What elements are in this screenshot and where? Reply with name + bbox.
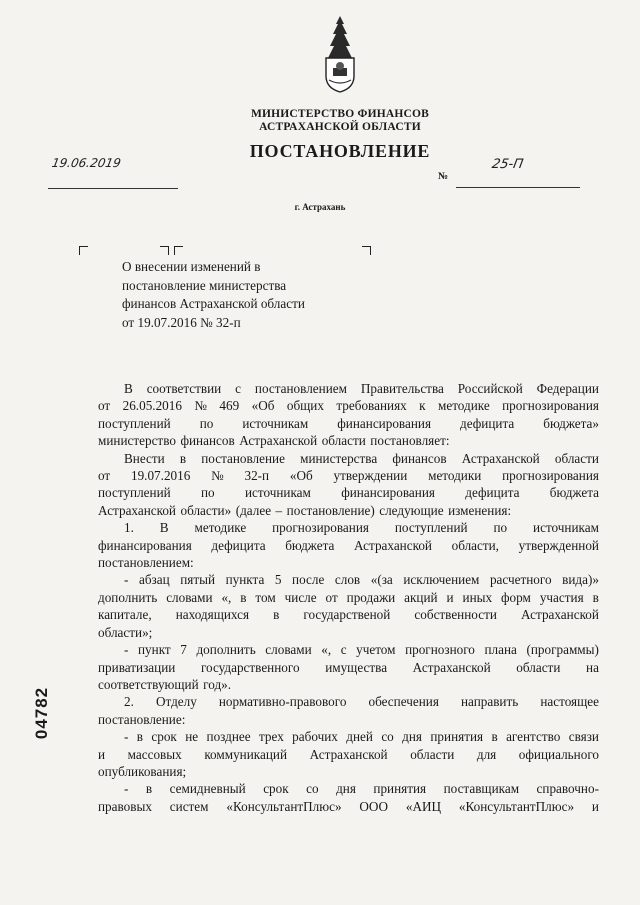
body-word: области <box>410 746 455 762</box>
body-word: В <box>124 381 133 396</box>
body-word: области, <box>451 537 499 553</box>
body-word: собственности <box>414 607 497 623</box>
body-word: соответствующий <box>98 676 199 692</box>
body-word: семидневный <box>169 781 246 797</box>
body-word: дефицита <box>465 485 520 501</box>
body-word: 2. <box>124 694 134 710</box>
body-word: Внести <box>124 450 165 466</box>
body-word: Астраханской <box>239 433 318 449</box>
body-word: находящихся <box>175 607 250 623</box>
corner-mark <box>362 246 371 255</box>
body-line <box>98 711 599 728</box>
body-word: В <box>159 520 169 536</box>
body-word: срок <box>263 781 289 797</box>
body-word: со <box>306 781 319 797</box>
body-word: «, <box>221 589 232 605</box>
body-word: финансов <box>180 433 235 449</box>
body-line <box>98 484 599 501</box>
body-word: министерство <box>98 433 176 449</box>
body-line <box>98 380 599 397</box>
body-word: постановляет: <box>370 433 450 449</box>
body-line <box>98 641 599 658</box>
body-word: учетом <box>356 642 396 658</box>
subject-block <box>122 258 305 332</box>
body-word: министерства <box>300 450 378 466</box>
body-word: общих <box>286 398 324 414</box>
number-underline <box>456 173 580 188</box>
city-name: г. Астрахань <box>294 202 346 212</box>
body-word: от <box>98 398 111 414</box>
body-word: методики <box>428 468 482 484</box>
body-word: слов <box>334 572 361 588</box>
body-word: агентство <box>506 729 561 745</box>
body-word: в <box>240 589 247 605</box>
body-word: финансирования <box>337 415 432 431</box>
body-word: не <box>185 729 199 745</box>
body-word: методике <box>194 520 247 536</box>
body-word: справочно- <box>536 781 599 797</box>
body-line <box>98 624 599 641</box>
body-word: дефицита <box>460 415 515 431</box>
body-word: утверждении <box>333 468 408 484</box>
body-word: для <box>476 746 497 762</box>
body-word: прогнозирования <box>502 468 599 484</box>
body-word: 5 <box>274 572 282 588</box>
handwritten-date: 19.06.2019 <box>50 156 122 170</box>
body-word: словами <box>265 642 312 658</box>
body-word: поступлений <box>394 520 468 536</box>
body-word: направить <box>460 694 519 710</box>
body-word: правовых <box>98 798 152 814</box>
body-word: бюджета <box>285 537 335 553</box>
body-word: после <box>292 572 325 588</box>
body-word: связи <box>568 729 599 745</box>
body-line <box>98 589 599 606</box>
body-word: государственного <box>200 659 300 675</box>
body-line <box>98 537 599 554</box>
body-word: трех <box>259 729 284 745</box>
body-word: и <box>591 798 599 814</box>
document-body <box>98 380 599 815</box>
body-word: в <box>145 781 153 797</box>
body-word: приватизации <box>98 659 176 675</box>
body-word: нормативно-правового <box>218 694 347 710</box>
body-word: источникам <box>533 520 599 536</box>
body-word: по <box>201 485 215 501</box>
body-word: «, <box>321 642 332 658</box>
body-word: Астраханской <box>309 746 388 762</box>
body-line <box>98 798 599 815</box>
body-word: том <box>255 589 276 605</box>
body-word: поступлений <box>98 415 171 431</box>
body-word: № <box>194 398 207 414</box>
body-word: 7 <box>180 642 187 658</box>
body-word: требованиях <box>336 398 407 414</box>
body-word: форм <box>501 589 531 605</box>
body-word: 19.07.2016 <box>130 468 191 484</box>
body-word: дня <box>402 729 422 745</box>
body-word: Отделу <box>155 694 197 710</box>
body-word: дефицита <box>211 537 266 553</box>
body-line <box>98 397 599 414</box>
body-word: источникам <box>242 415 309 431</box>
body-word: дня <box>336 781 356 797</box>
body-word: принятия <box>430 729 484 745</box>
body-word: иных <box>462 589 493 605</box>
body-word: дней <box>346 729 373 745</box>
body-word: (программы) <box>526 642 599 658</box>
body-word: финансов <box>392 450 447 466</box>
body-word: к <box>419 398 426 414</box>
body-word: прогнозного <box>405 642 475 658</box>
body-word: от <box>98 468 111 484</box>
subject-line: от 19.07.2016 № 32-п <box>122 314 241 330</box>
body-word: бюджета <box>549 485 599 501</box>
body-word: рабочих <box>292 729 338 745</box>
body-word: со <box>381 729 394 745</box>
body-word: обеспечения <box>368 694 439 710</box>
body-word: прогнозирования <box>272 520 369 536</box>
body-line <box>98 432 599 449</box>
body-word: (далее <box>235 502 272 518</box>
body-word: источникам <box>244 485 311 501</box>
body-word: имущества <box>325 659 388 675</box>
body-word: постановлением: <box>98 555 194 571</box>
body-word: плана <box>484 642 517 658</box>
body-word: по <box>199 415 214 431</box>
body-word: методике <box>438 398 490 414</box>
body-word: области» <box>180 502 232 518</box>
body-word: финансирования <box>341 485 435 501</box>
subject-line: О внесении изменений в <box>122 259 261 274</box>
body-word: области <box>321 433 366 449</box>
body-line <box>98 571 599 588</box>
body-word: с <box>235 381 241 396</box>
ministry-line-2: АСТРАХАНСКОЙ ОБЛАСТИ <box>259 121 421 133</box>
corner-mark <box>79 246 88 255</box>
body-line <box>98 780 599 797</box>
body-word: Российской <box>457 381 523 396</box>
body-word: официального <box>518 746 599 762</box>
body-line <box>98 676 599 693</box>
body-word: - <box>124 729 129 745</box>
corner-mark <box>174 246 183 255</box>
body-word: «Об <box>289 468 313 484</box>
body-word: и <box>446 589 454 605</box>
body-word: Астраханской <box>98 502 176 518</box>
body-word: коммуникаций <box>204 746 288 762</box>
body-line <box>98 606 599 623</box>
body-word: абзац <box>138 572 170 588</box>
body-word: в <box>592 589 599 605</box>
body-word: «(за <box>370 572 393 588</box>
date-underline <box>48 170 178 189</box>
body-word: Астраханской <box>412 659 491 675</box>
registration-number: 04782 <box>32 686 51 740</box>
body-word: «Об <box>251 398 275 414</box>
body-word: массовых <box>127 746 182 762</box>
body-word: области»; <box>98 624 153 640</box>
body-word: области <box>554 450 599 466</box>
body-word: пятый <box>180 572 216 588</box>
body-word: «КонсультантПлюс» <box>458 798 575 814</box>
body-word: финансирования <box>98 537 192 553</box>
body-word: - <box>124 572 129 588</box>
body-word: дополнить <box>196 642 256 658</box>
body-word: в <box>136 729 144 745</box>
body-word: 1. <box>124 520 134 536</box>
body-word: постановлением <box>254 381 347 396</box>
body-word: Астраханской <box>353 537 432 553</box>
body-word: вида)» <box>562 572 599 588</box>
coat-of-arms-emblem <box>320 14 360 94</box>
ministry-name <box>210 108 470 134</box>
body-word: 32-п <box>244 468 270 484</box>
body-word: год». <box>203 676 232 692</box>
body-word: Федерации <box>536 381 599 396</box>
body-word: принятия <box>373 781 427 797</box>
body-line <box>98 763 599 780</box>
subject-line: постановление министерства <box>122 277 287 293</box>
ministry-line-1: МИНИСТЕРСТВО ФИНАНСОВ <box>250 108 430 120</box>
body-line <box>98 519 599 536</box>
body-word: числе <box>284 589 317 605</box>
corner-mark <box>160 246 169 255</box>
body-word: соответствии <box>146 381 222 396</box>
body-word: позднее <box>206 729 251 745</box>
body-word: пункта <box>225 572 265 588</box>
body-word: акций <box>404 589 438 605</box>
body-line <box>98 693 599 710</box>
body-word: Астраханской <box>520 607 599 623</box>
body-word: систем <box>169 798 209 814</box>
body-word: изменения: <box>448 502 512 518</box>
body-line <box>98 554 599 571</box>
body-word: – <box>275 502 283 518</box>
body-word: № <box>211 468 224 484</box>
body-word: Астраханской <box>461 450 540 466</box>
body-word: «КонсультантПлюс» <box>226 798 342 814</box>
body-word: словами <box>166 589 213 605</box>
body-word: расчетного <box>489 572 552 588</box>
body-line <box>98 467 599 484</box>
body-word: поступлений <box>98 485 171 501</box>
body-word: в <box>491 729 498 745</box>
number-label: № <box>438 171 449 182</box>
body-word: участия <box>539 589 584 605</box>
body-word: постановление) <box>286 502 375 518</box>
body-word: 26.05.2016 <box>122 398 182 414</box>
body-word: на <box>586 659 599 675</box>
body-word: утвержденной <box>518 537 599 553</box>
handwritten-number: 25-П <box>490 157 525 172</box>
body-word: в <box>179 450 187 466</box>
body-line <box>98 728 599 745</box>
document-type-title: ПОСТАНОВЛЕНИЕ <box>249 141 431 161</box>
body-word: настоящее <box>540 694 599 710</box>
body-word: опубликования; <box>98 763 187 779</box>
body-line <box>98 659 599 676</box>
body-word: постановление <box>201 450 285 466</box>
body-line <box>98 415 599 432</box>
body-line <box>98 502 599 519</box>
body-word: постановление: <box>98 711 186 727</box>
body-word: следующие <box>379 502 444 518</box>
body-word: и <box>98 746 106 762</box>
body-word: поставщикам <box>443 781 520 797</box>
registration-stamp <box>22 668 62 758</box>
body-word: государственой <box>303 607 391 623</box>
body-word: по <box>493 520 508 536</box>
body-word: прогнозирования <box>502 398 599 414</box>
body-word: продажи <box>346 589 396 605</box>
body-word: ООО <box>359 798 388 814</box>
body-word: с <box>340 642 347 658</box>
body-word: бюджета» <box>543 415 599 431</box>
body-word: от <box>325 589 338 605</box>
body-line <box>98 746 599 763</box>
body-word: Правительства <box>360 381 444 396</box>
body-word: - <box>124 781 129 797</box>
body-word: «АИЦ <box>405 798 442 814</box>
body-word: капитале, <box>98 607 152 623</box>
body-word: пункт <box>137 642 171 658</box>
body-word: срок <box>151 729 177 745</box>
body-word: области <box>516 659 561 675</box>
body-line <box>98 450 599 467</box>
subject-line: финансов Астраханской области <box>122 296 305 311</box>
body-word: дополнить <box>98 589 158 605</box>
body-word: - <box>124 642 129 658</box>
body-word: 469 <box>219 398 240 414</box>
body-word: в <box>273 607 280 623</box>
body-word: исключением <box>403 572 480 588</box>
